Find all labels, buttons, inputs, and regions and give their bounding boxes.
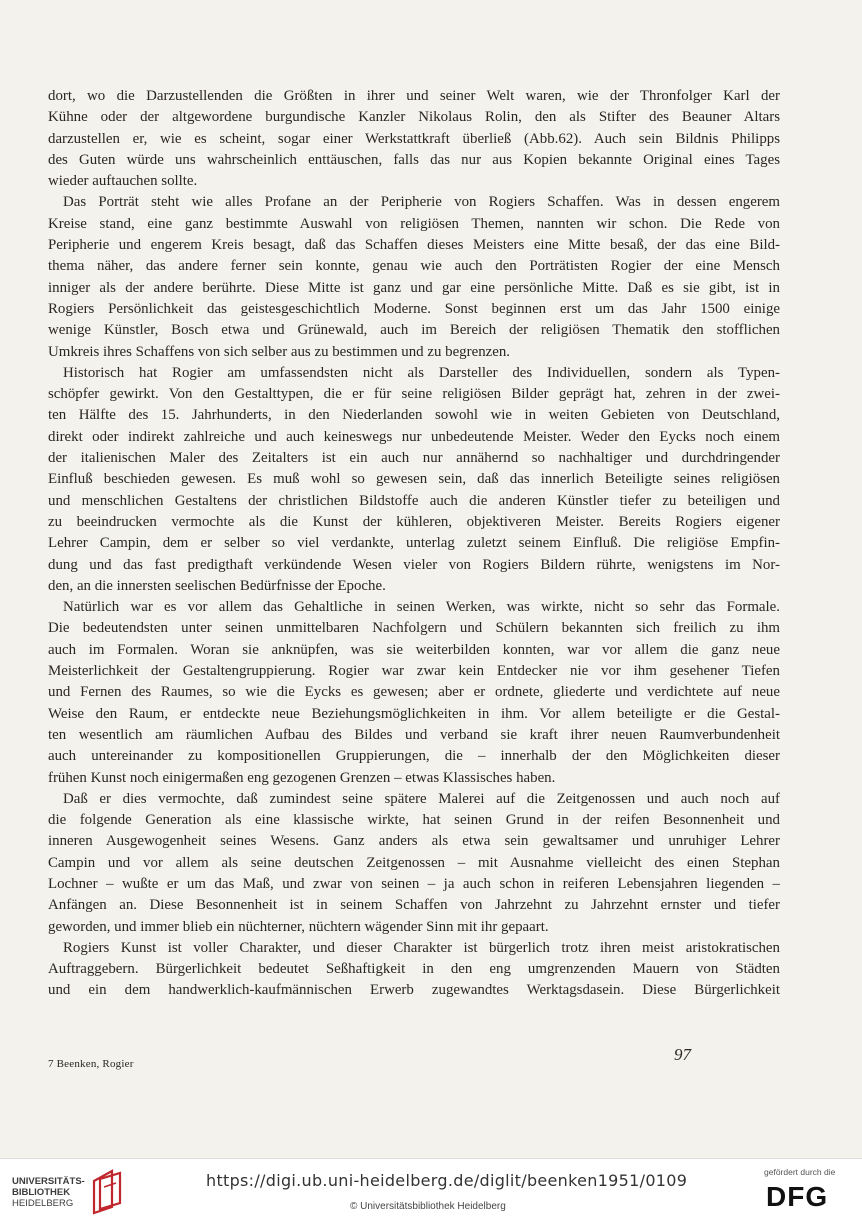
text-line: ten wesentlich am räumlichen Aufbau des Bildes und verband sie kraft ihrer neuen Raumverbundenheit — [48, 726, 780, 743]
text-line: auch im Formalen. Woran sie anknüpfen, was sie weiterbilden konnten, war vor allem die ganz neue — [48, 641, 780, 658]
page-number: 97 — [674, 1045, 691, 1064]
text-line: Kreise stand, eine ganz bestimmte Auswahl von religiösen Themen, nannten wir schon. Die Rede von — [48, 215, 780, 232]
library-book-icon — [90, 1167, 126, 1215]
text-line: Kühne oder der altgewordene burgundische Kanzler Nikolaus Rolin, den als Stifter des Beauner Altars — [48, 109, 780, 126]
text-line: den, an die innersten seelischen Bedürfnisse der Epoche. — [48, 577, 386, 594]
library-name-line-1: UNIVERSITÄTS- — [12, 1176, 85, 1187]
text-line: und menschlichen Gestaltens der christlichen Bildstoffe auch die anderen Künstler tiefer zu beteiligen und — [48, 492, 780, 509]
text-line: zu beeindrucken vermochte als die Kunst der kühleren, objektiveren Meister. Bereits Rogiers eigener — [48, 513, 780, 530]
paragraph — [48, 363, 780, 597]
dfg-logo[interactable] — [762, 1165, 854, 1217]
paragraph — [48, 597, 780, 789]
paragraph — [48, 789, 780, 938]
text-line: dung und das fast predigthaft verkündende Wesen vieler von Rogiers Bildern rührte, wenigstens im Nor- — [48, 556, 780, 573]
copyright-notice: © Universitätsbibliothek Heidelberg — [350, 1201, 506, 1212]
text-line: inniger als der andere berührte. Diese Mitte ist ganz und gar eine persönliche Mitte. Daß es sie gibt, ist in — [48, 279, 780, 296]
text-line: und Fernen des Raumes, so wie die Eycks es gewesen; aber er ordnete, gliederte und verdichtete auf neue — [48, 684, 780, 701]
text-line: Lehrer Campin, dem er selber so viel verdankte, unterlag zuletzt seinem Einfluß. Die religiöse Empfin- — [48, 535, 780, 552]
text-line: geworden, und immer blieb ein nüchterner, nüchtern wägender Sinn mit ihr gepaart. — [48, 918, 549, 935]
library-name-line-3: HEIDELBERG — [12, 1198, 74, 1209]
library-logo[interactable] — [8, 1167, 128, 1215]
document-body — [48, 86, 780, 1002]
text-line: ten Hälfte des 15. Jahrhunderts, in den Niederlanden sowohl wie in weiten Gebieten von Deutschland, — [48, 407, 780, 424]
dfg-caption: gefördert durch die — [764, 1167, 836, 1177]
text-line: Umkreis ihres Schaffens von sich selber aus zu bestimmen und zu begrenzen. — [48, 343, 511, 360]
text-line: des Guten würde uns wahrscheinlich enttäuschen, falls das nur aus Kopien bekannte Original eines Tages — [48, 151, 780, 168]
text-line: Anfängen an. Diese Besonnenheit ist in seinem Schaffen von Jahrzehnt zu Jahrzehnt ernster und tiefer — [48, 897, 780, 914]
text-line: die folgende Generation als eine klassische wirkte, hat seinen Grund in der reifen Besonnenheit und — [48, 812, 780, 829]
text-line: dort, wo die Darzustellenden die Größten in ihrer und seiner Welt waren, wie der Thronfolger Karl der — [48, 88, 780, 104]
dfg-wordmark: DFG — [766, 1181, 829, 1212]
text-line: inneren Ausgewogenheit seines Wesens. Ganz anders als etwa sein gewaltsamer und unruhiger Lehrer — [48, 833, 780, 850]
text-line: Rogiers Persönlichkeit das geistesgeschichtlich Moderne. Sonst beginnen erst um das Jahr 1500 einige — [48, 300, 780, 317]
text-line: wieder auftauchen sollte. — [48, 173, 198, 190]
site-footer — [0, 1158, 862, 1222]
text-line: Natürlich war es vor allem das Gehaltliche in seinen Werken, was wirkte, nicht so sehr das Formale. — [63, 599, 780, 616]
library-name-line-2: BIBLIOTHEK — [12, 1187, 71, 1198]
text-line: frühen Kunst noch einigermaßen eng gezogenen Grenzen – etwas Klassisches haben. — [48, 769, 556, 786]
text-line: Daß er dies vermochte, daß zumindest seine spätere Malerei auf die Zeitgenossen und auch noch auf — [63, 790, 780, 807]
text-line: thema näher, das andere ferner sein konnte, genau wie auch den Porträtisten Rogier der eine Mensch — [48, 258, 780, 275]
text-line: Meisterlichkeit der Gestaltengruppierung. Rogier war zwar kein Entdecker nie vor ihm gesehener Tiefen — [48, 663, 780, 680]
printer-signature: 7 Beenken, Rogier — [48, 1058, 134, 1070]
text-line: direkt oder indirekt zahlreiche und auch keineswegs nur unbedeutende Meister. Weder den Eycks noch einem — [48, 428, 780, 445]
text-line: Auftraggebern. Bürgerlichkeit bedeutet Seßhaftigkeit in den eng umgrenzenden Mauern von Städten — [48, 961, 780, 978]
text-line: der italienischen Maler des Zeitalters ist ein auch nur annähernd so nachhaltiger und durchdringender — [48, 450, 780, 467]
text-line: Das Porträt steht wie alles Profane an der Peripherie von Rogiers Schaffen. Was in dessen engerem — [63, 194, 780, 211]
paragraph — [48, 192, 780, 362]
text-line: Rogiers Kunst ist voller Charakter, und dieser Charakter ist bürgerlich trotz ihren meist aristokratischen — [63, 939, 780, 956]
text-line: und ein dem handwerklich-kaufmännischen Erwerb zugewandtes Werktagsdasein. Diese Bürgerlichkeit — [48, 982, 780, 999]
text-line: Peripherie und engerem Kreis besagt, daß das Schaffen dieses Meisters eine Mitte besaß, der das eine Bild- — [48, 237, 780, 254]
paragraph — [48, 938, 780, 1002]
library-name — [12, 1176, 85, 1209]
paragraph — [48, 86, 780, 192]
text-line: wenige Künstler, Bosch etwa und Grünewald, auch im Bereich der religiösen Thematik den stofflichen — [48, 322, 780, 339]
text-line: Historisch hat Rogier am umfassendsten nicht als Darsteller des Individuellen, sondern als Typen- — [63, 364, 780, 381]
permalink-url[interactable]: https://digi.ub.uni-heidelberg.de/diglit/beenken1951/0109 — [206, 1171, 688, 1190]
text-line: Campin und vor allem als seine deutschen Zeitgenossen – mit Ausnahme vielleicht des einen Stephan — [48, 854, 780, 871]
text-line: Die bedeutendsten unter seinen unmittelbaren Nachfolgern und Schülern bekannten sich freilich zu ihm — [48, 620, 780, 637]
text-line: darzustellen er, wie es scheint, sogar einer Werkstattkraft überließ (Abb.62). Auch sein Bildnis Philipps — [48, 130, 780, 147]
text-line: Weise den Raum, er entdeckte neue Beziehungsmöglichkeiten in ihm. Vor allem beteiligte er die Gestal- — [48, 705, 780, 722]
text-line: auch untereinander zu kompositionellen Gruppierungen, die – innerhalb der den Möglichkeiten dieser — [48, 748, 780, 765]
text-line: Einfluß beschieden gewesen. Es muß wohl so gewesen sein, daß das innerlich Beteiligte seines religiösen — [48, 471, 780, 488]
text-line: Lochner – wußte er um das Maß, und zwar von seinen – ja auch schon in reiferen Lebensjahren liegenden – — [48, 875, 780, 892]
text-line: schöpfer gewirkt. Von den Gestalttypen, die er für seine religiösen Bilder geprägt hat, zehren in der zwei- — [48, 386, 780, 403]
